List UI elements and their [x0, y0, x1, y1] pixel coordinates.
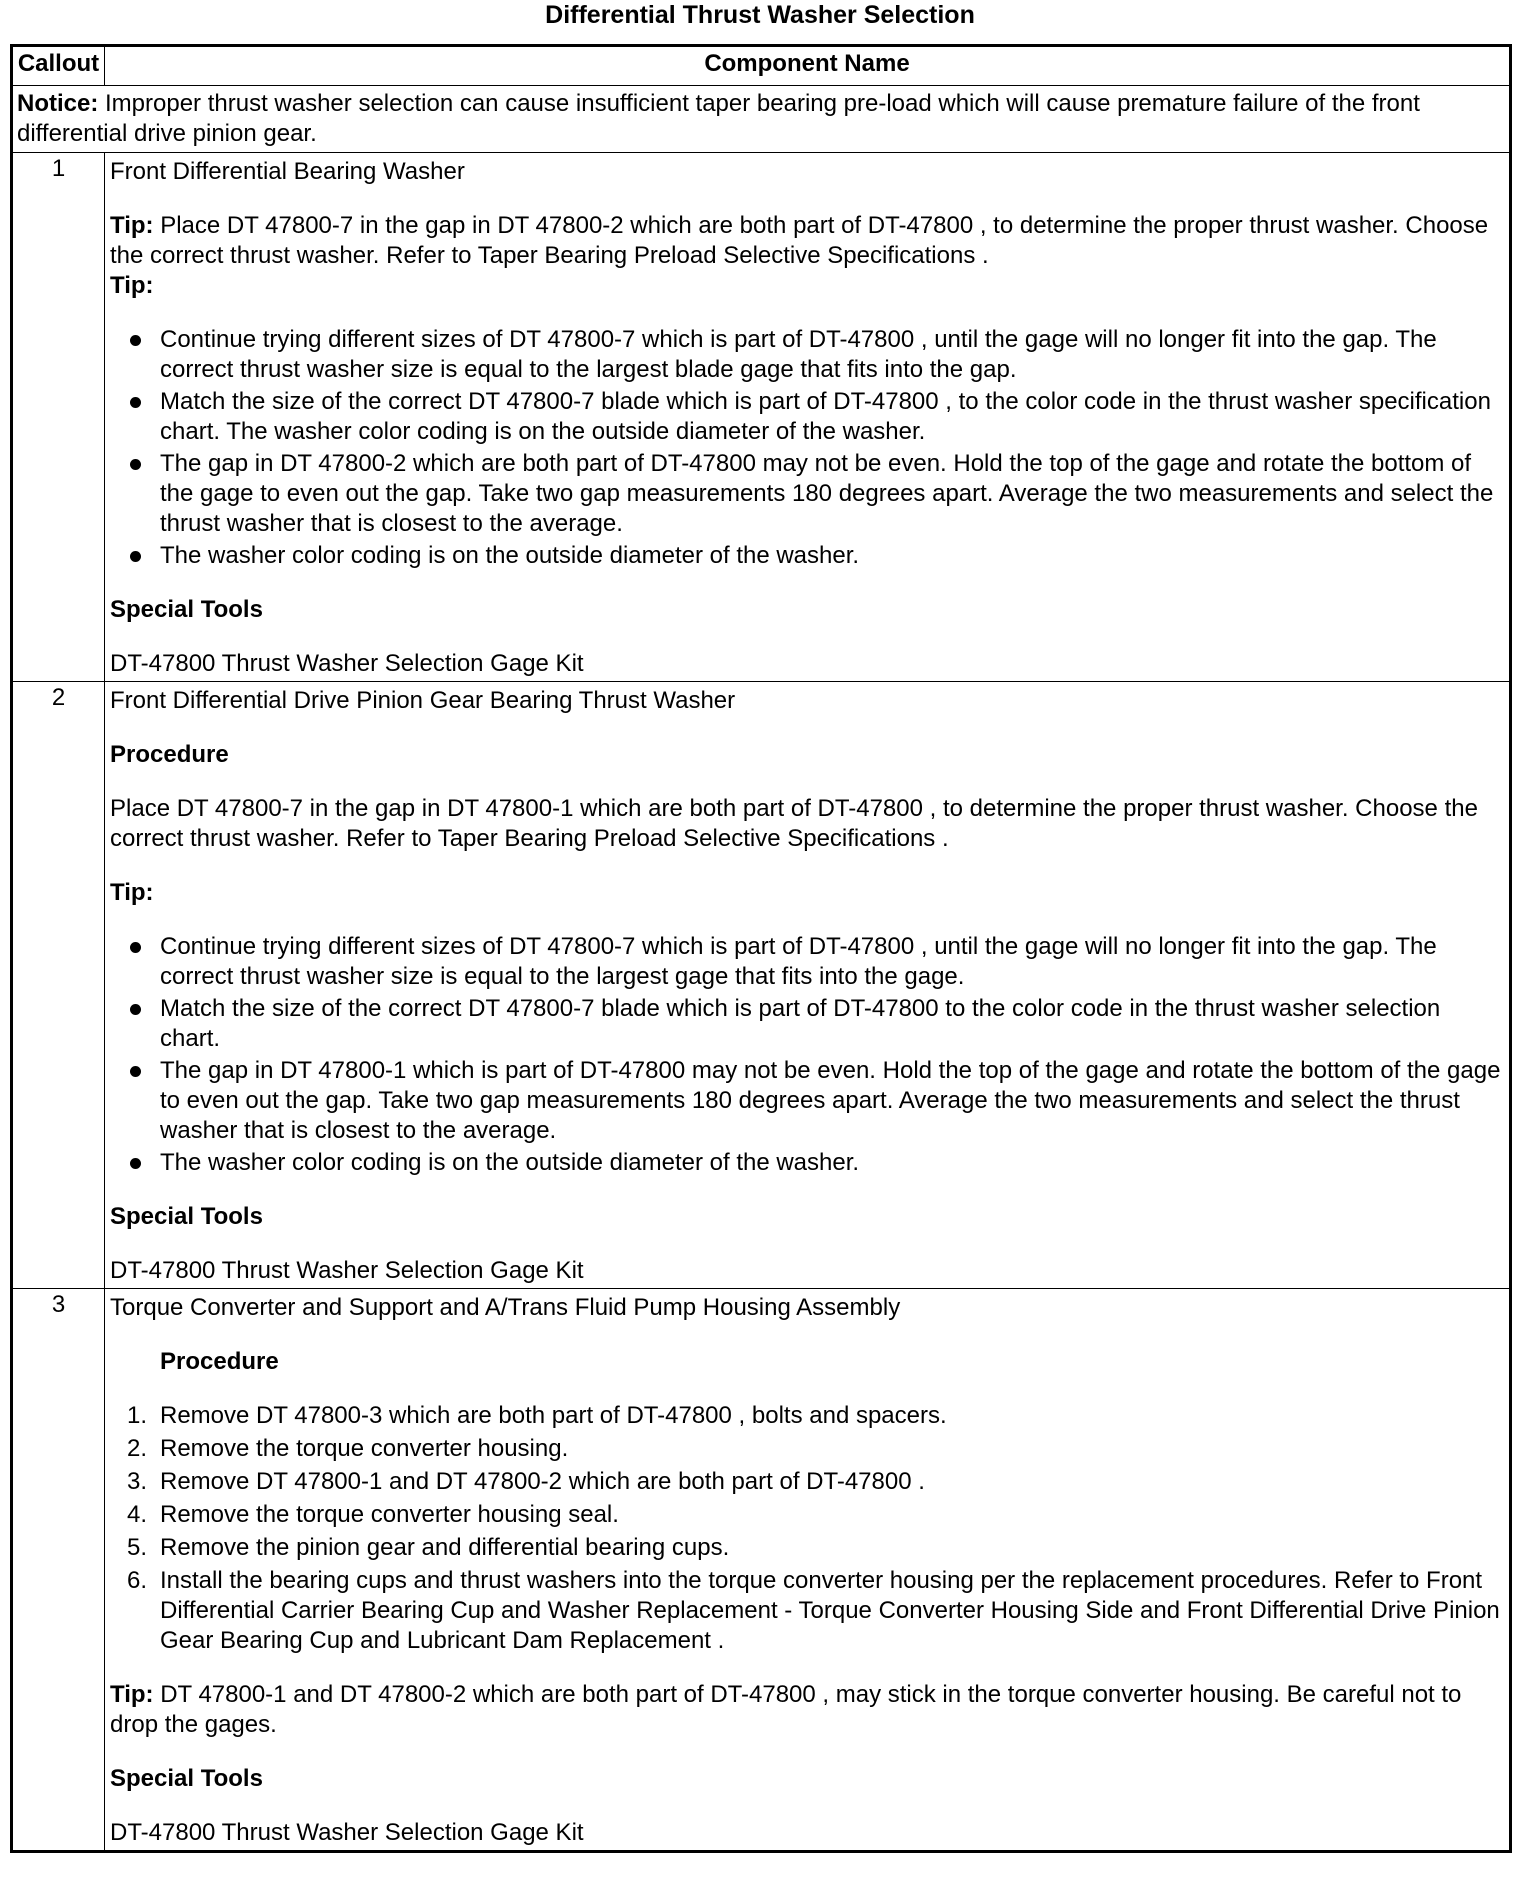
tip-text: DT 47800-1 and DT 47800-2 which are both part of DT-47800 , may stick in the torque converter housing. Be careful not to drop the gages. [110, 1681, 1462, 1738]
list-item [110, 1566, 1503, 1656]
table-row [12, 682, 1511, 1289]
notice-label: Notice: [17, 90, 99, 117]
list-item [110, 1434, 1503, 1464]
tip-label: Tip: [110, 212, 154, 239]
step-text: Remove DT 47800-1 and DT 47800-2 which are both part of DT-47800 . [160, 1468, 925, 1495]
table-row [12, 153, 1511, 682]
notice-row [12, 86, 1511, 153]
list-item: The gap in DT 47800-1 which is part of DT-47800 may not be even. Hold the top of the gage and rotate the bottom of the gage to even out the gap. Take two gap measurements 180 degrees apart. Average the two measurements and select the thrust washer that is closest to the average. [110, 1056, 1503, 1146]
component-cell [105, 682, 1511, 1289]
step-text: Remove the pinion gear and differential bearing cups. [160, 1534, 730, 1561]
special-tool-item: DT-47800 Thrust Washer Selection Gage Kit [110, 1819, 584, 1846]
tip-bullet-list [110, 932, 1503, 1178]
step-number: 1. [127, 1402, 148, 1429]
component-cell [105, 153, 1511, 682]
step-text: Remove DT 47800-3 which are both part of DT-47800 , bolts and spacers. [160, 1402, 947, 1429]
tip-label: Tip: [110, 1681, 154, 1708]
step-number: 3. [127, 1468, 148, 1495]
callout-number: 1 [12, 153, 105, 682]
list-item [110, 1533, 1503, 1563]
callout-number: 3 [12, 1289, 105, 1852]
tip-paragraph [110, 1680, 1503, 1740]
procedure-text: Place DT 47800-7 in the gap in DT 47800-1 which are both part of DT-47800 , to determine the proper thrust washer. Choose the correct thrust washer. Refer to Taper Bearing Preload Selective Specifications . [110, 795, 1478, 852]
component-cell [105, 1289, 1511, 1852]
list-item: The gap in DT 47800-2 which are both part of DT-47800 may not be even. Hold the top of the gage and rotate the bottom of the gage to even out the gap. Take two gap measurements 180 degrees apart. Average the two measurements and select the thrust washer that is closest to the average. [110, 449, 1503, 539]
list-item: Match the size of the correct DT 47800-7 blade which is part of DT-47800 to the color code in the thrust washer selection chart. [110, 994, 1503, 1054]
tip-paragraph [110, 211, 1503, 301]
component-name: Torque Converter and Support and A/Trans Fluid Pump Housing Assembly [110, 1294, 901, 1321]
component-name-column-header: Component Name [105, 46, 1511, 86]
list-item: The washer color coding is on the outside diameter of the washer. [110, 1148, 1503, 1178]
special-tool-item: DT-47800 Thrust Washer Selection Gage Kit [110, 1257, 584, 1284]
step-text: Remove the torque converter housing seal. [160, 1501, 619, 1528]
tip-label: Tip: [110, 879, 154, 906]
step-number: 2. [127, 1435, 148, 1462]
notice-cell [12, 86, 1511, 153]
callout-table [10, 44, 1512, 1853]
notice-text: Improper thrust washer selection can cause insufficient taper bearing pre-load which will cause premature failure of the front differential drive pinion gear. [17, 90, 1420, 147]
step-number: 6. [127, 1567, 148, 1594]
step-number: 4. [127, 1501, 148, 1528]
special-tools-heading: Special Tools [110, 1765, 263, 1792]
tip-text: Place DT 47800-7 in the gap in DT 47800-2 which are both part of DT-47800 , to determine the proper thrust washer. Choose the correct thrust washer. Refer to Taper Bearing Preload Selective Specifications . [110, 212, 1489, 269]
step-number: 5. [127, 1534, 148, 1561]
step-text: Remove the torque converter housing. [160, 1435, 569, 1462]
list-item: Continue trying different sizes of DT 47800-7 which is part of DT-47800 , until the gage will no longer fit into the gap. The correct thrust washer size is equal to the largest blade gage that fits into the gap. [110, 325, 1503, 385]
step-text: Install the bearing cups and thrust washers into the torque converter housing per the replacement procedures. Refer to Front Differential Carrier Bearing Cup and Washer Replacement - Torque Converter Housing Side and Front Differential Drive Pinion Gear Bearing Cup and Lubricant Dam Replacement . [160, 1567, 1500, 1654]
table-row [12, 1289, 1511, 1852]
tip-bullet-list [110, 325, 1503, 571]
special-tools-heading: Special Tools [110, 596, 263, 623]
callout-column-header: Callout [12, 46, 105, 86]
table-header-row [12, 46, 1511, 86]
list-item: Continue trying different sizes of DT 47800-7 which is part of DT-47800 , until the gage will no longer fit into the gap. The correct thrust washer size is equal to the largest gage that fits into the gage. [110, 932, 1503, 992]
callout-number: 2 [12, 682, 105, 1289]
component-name: Front Differential Bearing Washer [110, 158, 465, 185]
list-item: Match the size of the correct DT 47800-7 blade which is part of DT-47800 , to the color code in the thrust washer specification chart. The washer color coding is on the outside diameter of the washer. [110, 387, 1503, 447]
procedure-heading: Procedure [160, 1348, 279, 1375]
procedure-step-list [110, 1401, 1503, 1656]
list-item [110, 1401, 1503, 1431]
component-name: Front Differential Drive Pinion Gear Bearing Thrust Washer [110, 687, 736, 714]
list-item [110, 1500, 1503, 1530]
list-item: The washer color coding is on the outside diameter of the washer. [110, 541, 1503, 571]
procedure-heading: Procedure [110, 741, 229, 768]
list-item [110, 1467, 1503, 1497]
tip-label: Tip: [110, 272, 154, 299]
document-title: Differential Thrust Washer Selection [545, 1, 975, 29]
special-tools-heading: Special Tools [110, 1203, 263, 1230]
special-tool-item: DT-47800 Thrust Washer Selection Gage Kit [110, 650, 584, 677]
